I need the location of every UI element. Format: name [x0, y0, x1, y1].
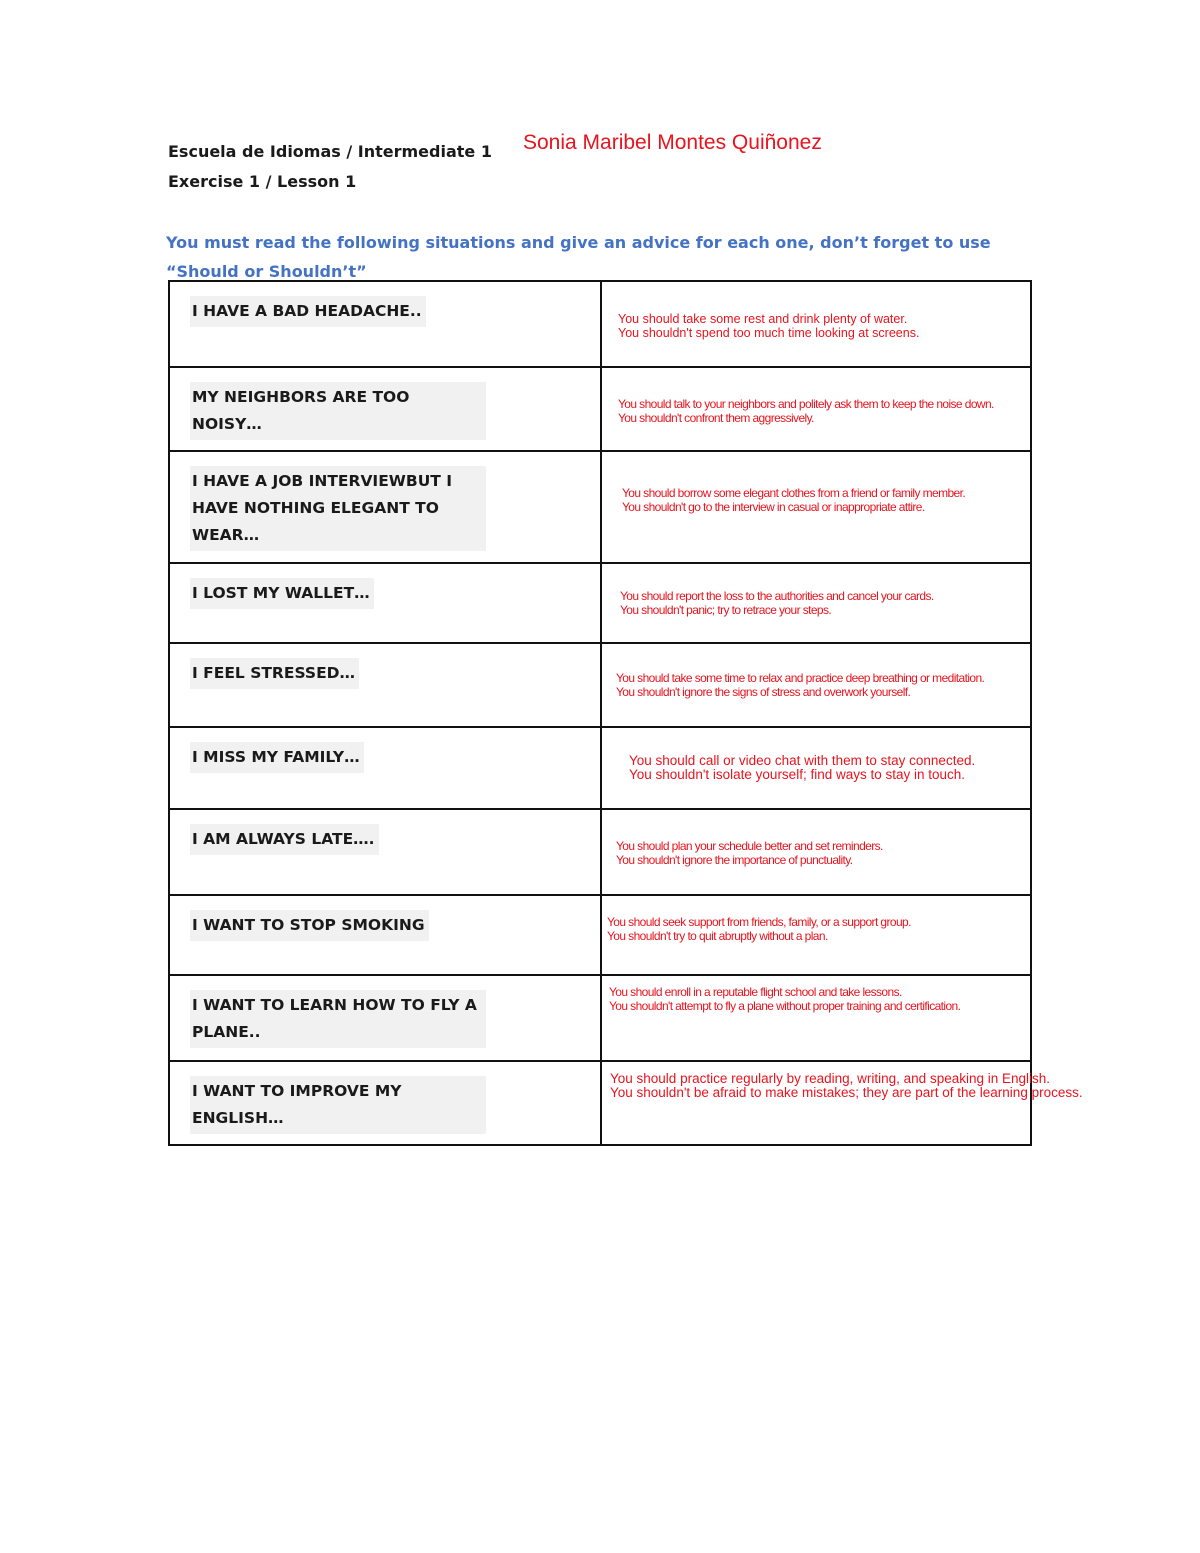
situation-text: I WANT TO LEARN HOW TO FLY A PLANE.. [190, 990, 486, 1048]
school-course-heading: Escuela de Idiomas / Intermediate 1 [168, 142, 492, 161]
should-advice: You should call or video chat with them to stay connected. [629, 753, 976, 768]
table-row [169, 975, 1031, 1061]
table-row [169, 367, 1031, 451]
table-row [169, 727, 1031, 809]
advice-text [609, 986, 1030, 1013]
should-advice: You should practice regularly by reading, writing, and speaking in English. [610, 1071, 1051, 1086]
situation-cell [169, 895, 601, 975]
table-row [169, 1061, 1031, 1145]
shouldnt-advice: You shouldn't spend too much time looking at screens. [618, 325, 920, 340]
situation-text: I HAVE A BAD HEADACHE.. [190, 296, 426, 327]
table-row [169, 451, 1031, 563]
situation-cell [169, 643, 601, 727]
shouldnt-advice: You shouldn't ignore the signs of stress and overwork yourself. [616, 684, 911, 699]
table-row [169, 281, 1031, 367]
situation-text: I AM ALWAYS LATE…. [190, 824, 379, 855]
instructions-line-1: You must read the following situations and give an advice for each one, don’t forget to use [166, 233, 991, 252]
shouldnt-advice: You shouldn't attempt to fly a plane without proper training and certification. [609, 998, 961, 1013]
situation-text: I WANT TO IMPROVE MY ENGLISH… [190, 1076, 486, 1134]
advice-cell [601, 643, 1031, 727]
should-advice: You should report the loss to the authorities and cancel your cards. [620, 589, 934, 603]
table-row [169, 809, 1031, 895]
advice-text [629, 754, 1030, 782]
situation-cell [169, 367, 601, 451]
should-advice: You should take some time to relax and practice deep breathing or meditation. [616, 671, 985, 685]
situation-cell [169, 281, 601, 367]
advice-cell [601, 727, 1031, 809]
advice-text [607, 916, 1030, 943]
should-advice: You should plan your schedule better and set reminders. [616, 839, 883, 853]
shouldnt-advice: You shouldn't panic; try to retrace your steps. [620, 602, 832, 617]
shouldnt-advice: You shouldn't be afraid to make mistakes; they are part of the learning process. [610, 1085, 1083, 1100]
situation-text: I HAVE A JOB INTERVIEWBUT I HAVE NOTHING ELEGANT TO WEAR… [190, 466, 486, 551]
instructions [166, 228, 1026, 286]
advice-cell [601, 809, 1031, 895]
advice-cell [601, 367, 1031, 451]
advice-text [622, 487, 1030, 514]
advice-cell [601, 563, 1031, 643]
should-advice: You should seek support from friends, family, or a support group. [607, 915, 911, 929]
advice-text [610, 1071, 1083, 1100]
shouldnt-advice: You shouldn't isolate yourself; find ways to stay in touch. [629, 767, 966, 782]
advice-text [616, 840, 1030, 867]
instructions-line-2: “Should or Shouldn’t” [166, 262, 367, 281]
situation-text: MY NEIGHBORS ARE TOO NOISY… [190, 382, 486, 440]
shouldnt-advice: You shouldn't confront them aggressively. [618, 410, 814, 425]
situation-text: I FEEL STRESSED… [190, 658, 359, 689]
advice-cell [601, 451, 1031, 563]
advice-text [620, 590, 1030, 617]
situation-cell [169, 1061, 601, 1145]
advice-text [618, 313, 1030, 340]
advice-table [168, 280, 1083, 1146]
advice-cell [601, 1061, 1083, 1145]
shouldnt-advice: You shouldn't go to the interview in casual or inappropriate attire. [622, 499, 925, 514]
advice-cell [601, 281, 1031, 367]
situation-cell [169, 809, 601, 895]
should-advice: You should talk to your neighbors and politely ask them to keep the noise down. [618, 397, 994, 411]
exercise-lesson-heading: Exercise 1 / Lesson 1 [168, 172, 357, 191]
situation-text: I WANT TO STOP SMOKING [190, 910, 429, 941]
shouldnt-advice: You shouldn't try to quit abruptly without a plan. [607, 928, 828, 943]
shouldnt-advice: You shouldn't ignore the importance of punctuality. [616, 852, 853, 867]
advice-text [618, 398, 1030, 425]
advice-cell [601, 975, 1031, 1061]
situation-cell [169, 563, 601, 643]
table-row [169, 563, 1031, 643]
situation-cell [169, 451, 601, 563]
table-row [169, 895, 1031, 975]
should-advice: You should borrow some elegant clothes from a friend or family member. [622, 486, 966, 500]
situation-text: I LOST MY WALLET… [190, 578, 374, 609]
advice-cell [601, 895, 1031, 975]
situation-cell [169, 727, 601, 809]
situation-cell [169, 975, 601, 1061]
table-row [169, 643, 1031, 727]
situation-text: I MISS MY FAMILY… [190, 742, 364, 773]
should-advice: You should enroll in a reputable flight school and take lessons. [609, 985, 902, 999]
should-advice: You should take some rest and drink plenty of water. [618, 312, 908, 326]
student-name: Sonia Maribel Montes Quiñonez [523, 131, 822, 154]
advice-text [616, 672, 1030, 699]
